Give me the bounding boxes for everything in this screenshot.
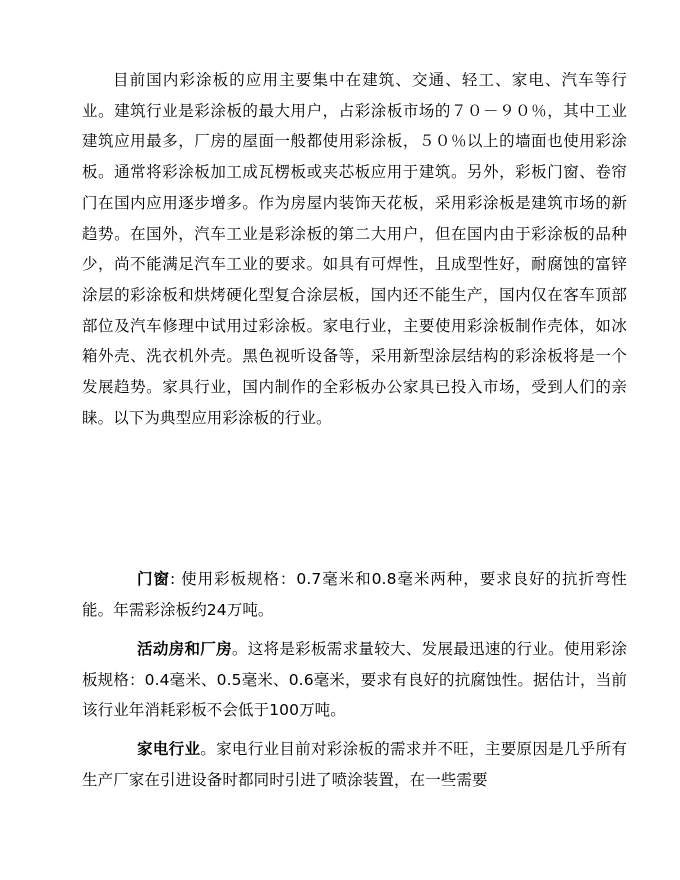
section-body-appliances: 。家电行业目前对彩涂板的需求并不旺，主要原因是几乎所有生产厂家在引进设备时都同时引进了喷涂装置，在一些需要 xyxy=(82,740,628,789)
section-body-doors-windows: : 使用彩板规格：0.7毫米和0.8毫米两种，要求良好的抗折弯性能。年需彩涂板约24万吨。 xyxy=(82,570,628,619)
intro-text: 目前国内彩涂板的应用主要集中在建筑、交通、轻工、家电、汽车等行业。建筑行业是彩涂板的最大用户，占彩涂板市场的７０－９０％，其中工业建筑应用最多，厂房的屋面一般都使用彩涂板，５０％以上的墙面也使用彩涂板。通常将彩涂板加工成瓦楞板或夹芯板应用于建筑。另外，彩板门窗、卷帘门在国内应用逐步增多。作为房屋内装饰天花板，采用彩涂板是建筑市场的新趋势。在国外，汽车工业是彩涂板的第二大用户，但在国内由于彩涂板的品种少，尚不能满足汽车工业的要求。如具有可焊性，且成型性好，耐腐蚀的富锌涂层的彩涂板和烘烤硬化型复合涂层板，国内还不能生产，国内仅在客车顶部部位及汽车修理中试用过彩涂板。家电行业，主要使用彩涂板制作壳体，如冰箱外壳、洗衣机外壳。黑色视听设备等，采用新型涂层结构的彩涂板将是一个发展趋势。家具行业，国内制作的全彩板办公家具已投入市场，受到人们的亲睐。以下为典型应用彩涂板的行业。 xyxy=(82,71,627,427)
section-heading-mobile-houses: 活动房和厂房 xyxy=(137,640,232,658)
section-heading-appliances: 家电行业 xyxy=(137,740,201,758)
section-heading-doors-windows: 门窗 xyxy=(137,570,170,588)
section-appliances xyxy=(82,734,627,795)
section-mobile-houses xyxy=(82,634,627,726)
section-doors-windows xyxy=(82,564,627,625)
section-body-mobile-houses: 。这将是彩板需求量较大、发展最迅速的行业。使用彩涂板规格：0.4毫米、0.5毫米、0.6毫米，要求有良好的抗腐蚀性。据估计，当前该行业年消耗彩板不会低于100万吨。 xyxy=(82,640,627,720)
intro-paragraph xyxy=(82,65,627,433)
